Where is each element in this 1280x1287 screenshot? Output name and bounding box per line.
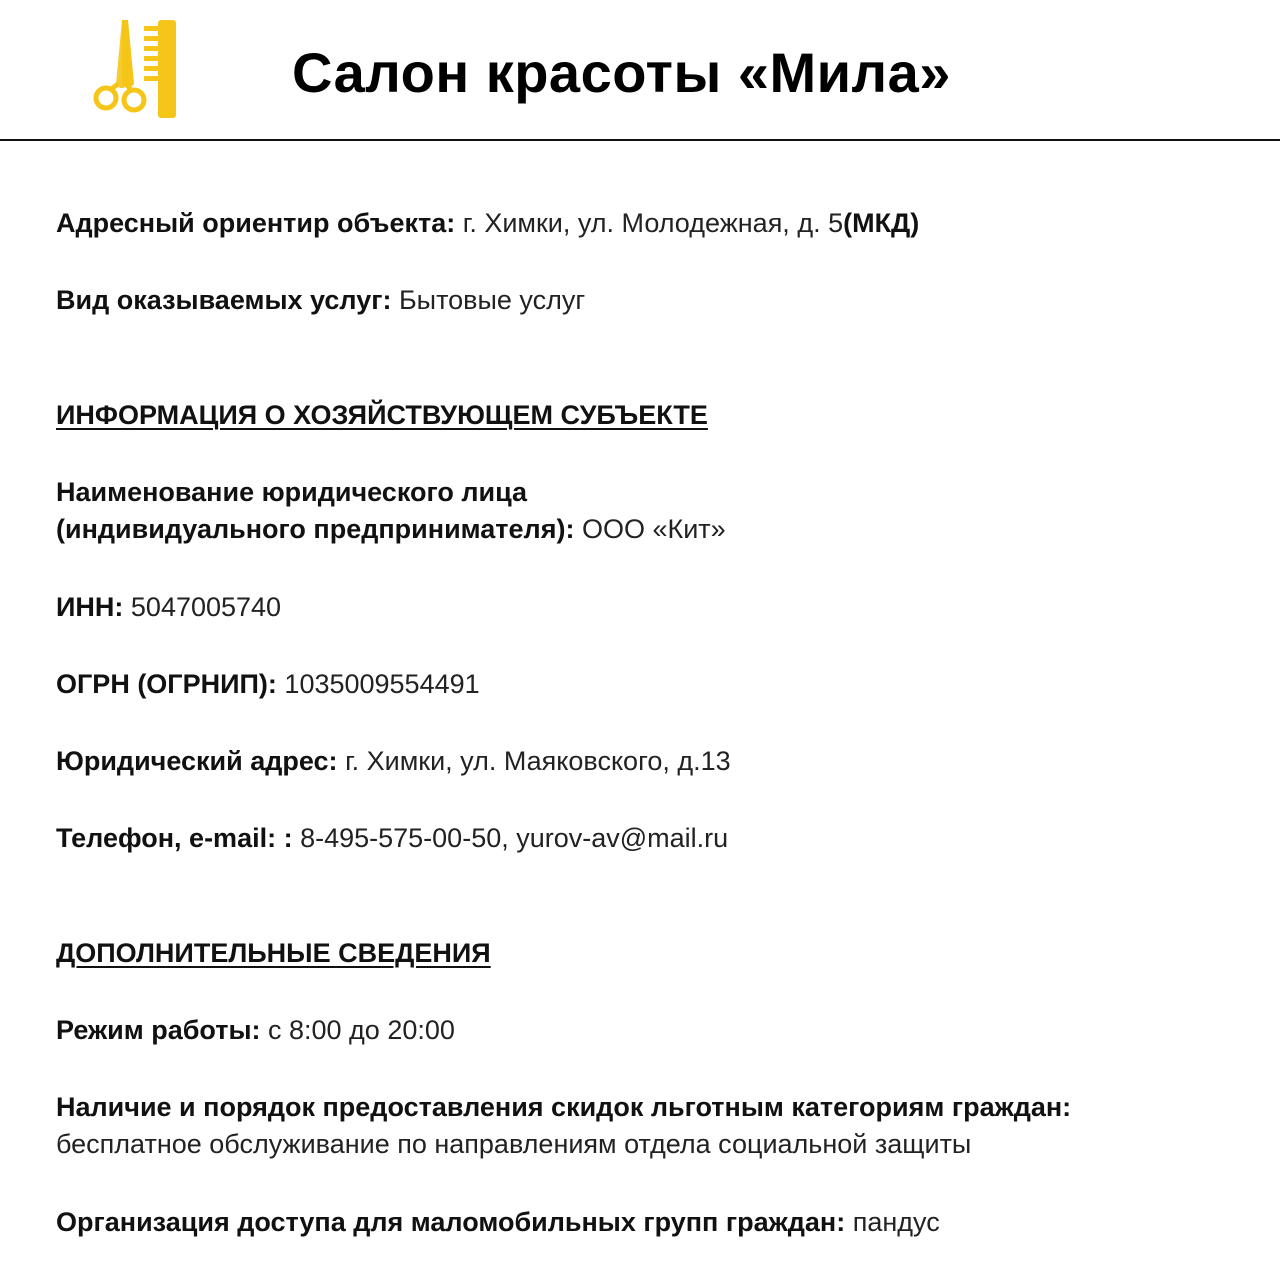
page-header (0, 0, 1280, 141)
services-label: Вид оказываемых услуг: (56, 285, 392, 315)
additional-section-heading: ДОПОЛНИТЕЛЬНЫЕ СВЕДЕНИЯ (56, 938, 491, 968)
discounts-value: бесплатное обслуживание по направлениям отдела социальной защиты (56, 1129, 972, 1159)
address-label: Адресный ориентир объекта: (56, 208, 456, 238)
entity-name-value: ООО «Кит» (574, 514, 726, 544)
address-row (56, 205, 919, 242)
legal-address-value: г. Химки, ул. Маяковского, д.13 (337, 746, 731, 776)
entity-name-row-line1 (56, 474, 527, 511)
entity-name-label-line2: (индивидуального предпринимателя): (56, 514, 575, 544)
inn-row (56, 589, 281, 626)
address-suffix: (МКД) (843, 208, 920, 238)
discounts-label-row (56, 1089, 1071, 1126)
contacts-label: Телефон, e-mail: : (56, 823, 293, 853)
scissors-comb-icon (88, 18, 184, 122)
access-label: Организация доступа для маломобильных групп граждан: (56, 1207, 846, 1237)
legal-address-row (56, 743, 731, 780)
hours-value: с 8:00 до 20:00 (260, 1015, 455, 1045)
services-row (56, 282, 585, 319)
contacts-value: 8-495-575-00-50, yurov-av@mail.ru (292, 823, 729, 853)
entity-name-label-line1: Наименование юридического лица (56, 477, 528, 507)
entity-section-heading: ИНФОРМАЦИЯ О ХОЗЯЙСТВУЮЩЕМ СУБЪЕКТЕ (56, 400, 708, 430)
access-value: пандус (845, 1207, 940, 1237)
ogrn-row (56, 666, 480, 703)
ogrn-label: ОГРН (ОГРНИП): (56, 669, 277, 699)
ogrn-value: 1035009554491 (276, 669, 480, 699)
legal-address-label: Юридический адрес: (56, 746, 338, 776)
access-row (56, 1204, 940, 1241)
hours-label: Режим работы: (56, 1015, 261, 1045)
inn-label: ИНН: (56, 592, 124, 622)
address-value: г. Химки, ул. Молодежная, д. 5 (455, 208, 844, 238)
services-value: Бытовые услуг (391, 285, 586, 315)
inn-value: 5047005740 (123, 592, 282, 622)
contacts-row (56, 820, 728, 857)
discounts-value-row (56, 1126, 971, 1163)
hours-row (56, 1012, 455, 1049)
discounts-label: Наличие и порядок предоставления скидок льготным категориям граждан: (56, 1092, 1072, 1122)
page-title: Салон красоты «Мила» (292, 41, 951, 104)
entity-name-row-line2 (56, 511, 726, 548)
